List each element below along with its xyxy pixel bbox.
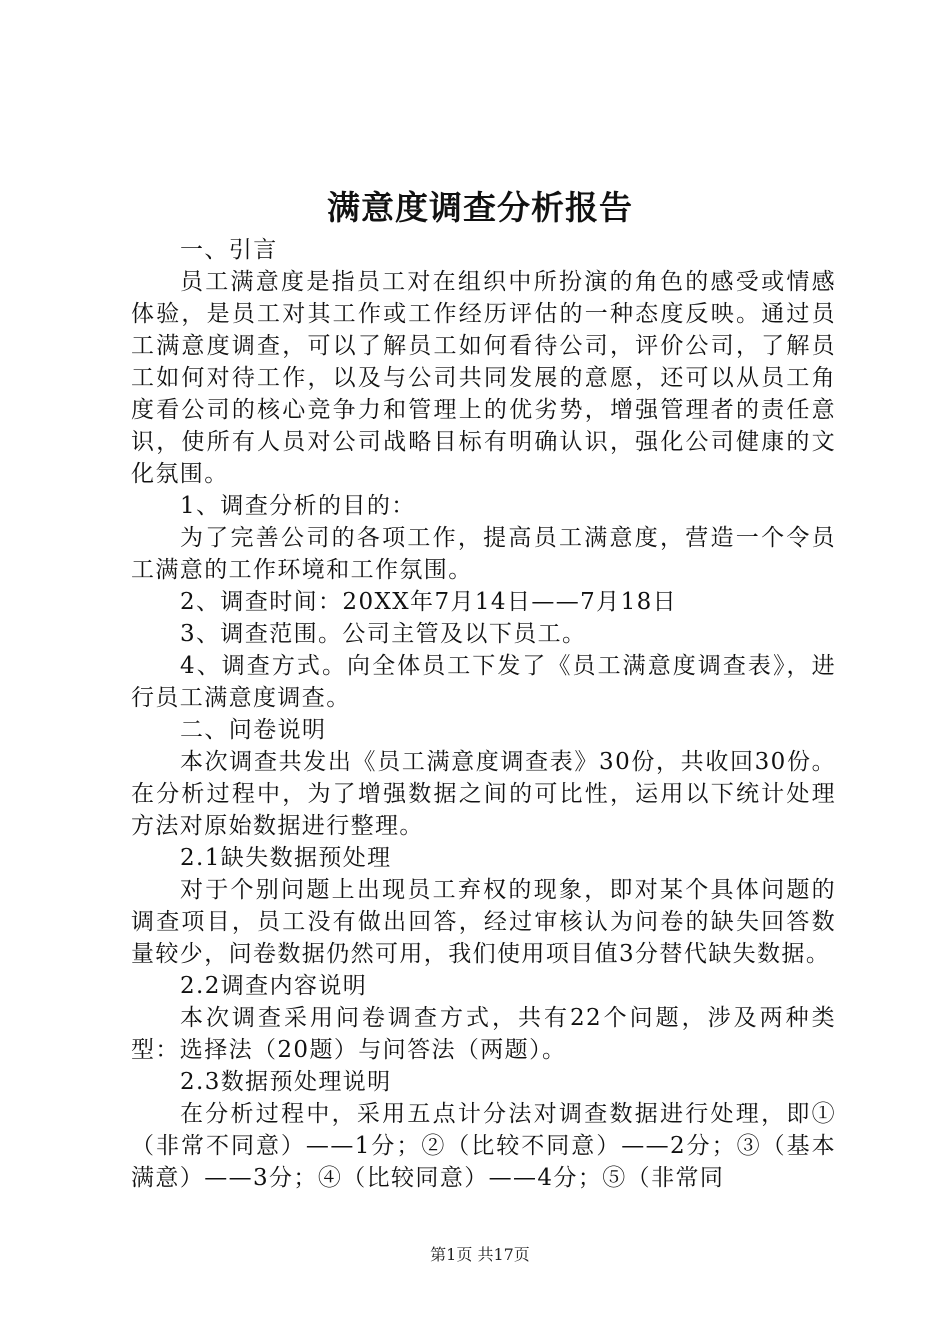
paragraph-questionnaire: 本次调查共发出《员工满意度调查表》30份，共收回30份。在分析过程中，为了增强数据之间的可比性，运用以下统计处理方法对原始数据进行整理。 bbox=[131, 749, 836, 839]
section-heading-questionnaire: 二、问卷说明 bbox=[180, 717, 327, 743]
subheading-missing-data: 2.1缺失数据预处理 bbox=[180, 845, 392, 871]
subheading-preprocessing: 2.3数据预处理说明 bbox=[180, 1069, 392, 1095]
document-title: 满意度调查分析报告 bbox=[327, 188, 633, 227]
section-heading-purpose: 1、调查分析的目的： bbox=[180, 493, 416, 519]
paragraph-survey-scope: 3、调查范围。公司主管及以下员工。 bbox=[180, 621, 587, 647]
paragraph-survey-method: 4、调查方式。向全体员工下发了《员工满意度调查表》，进行员工满意度调查。 bbox=[131, 653, 836, 711]
paragraph-survey-content: 本次调查采用问卷调查方式，共有22个问题，涉及两种类型：选择法（20题）与问答法（两题）。 bbox=[131, 1005, 836, 1063]
paragraph-missing-data: 对于个别问题上出现员工弃权的现象，即对某个具体问题的调查项目，员工没有做出回答，经过审核认为问卷的缺失回答数量较少，问卷数据仍然可用，我们使用项目值3分替代缺失数据。 bbox=[131, 877, 836, 967]
page-number: 第1页 共17页 bbox=[430, 1245, 530, 1264]
paragraph-preprocessing: 在分析过程中，采用五点计分法对调查数据进行处理，即①（非常不同意）——1分；②（比较不同意）——2分；③（基本满意）——3分；④（比较同意）——4分；⑤（非常同 bbox=[131, 1101, 836, 1191]
paragraph-definition: 员工满意度是指员工对在组织中所扮演的角色的感受或情感体验，是员工对其工作或工作经历评估的一种态度反映。通过员工满意度调查，可以了解员工如何看待公司，评价公司，了解员工如何对待工作，以及与公司共同发展的意愿，还可以从员工角度看公司的核心竞争力和管理上的优劣势，增强管理者的责任意识，使所有人员对公司战略目标有明确认识，强化公司健康的文化氛围。 bbox=[131, 269, 836, 487]
paragraph-purpose: 为了完善公司的各项工作，提高员工满意度，营造一个令员工满意的工作环境和工作氛围。 bbox=[131, 525, 836, 583]
paragraph-survey-time: 2、调查时间：20XX年7月14日——7月18日 bbox=[180, 589, 678, 615]
section-heading-introduction: 一、引言 bbox=[180, 237, 278, 263]
subheading-survey-content: 2.2调查内容说明 bbox=[180, 973, 368, 999]
document-body bbox=[131, 234, 836, 1194]
